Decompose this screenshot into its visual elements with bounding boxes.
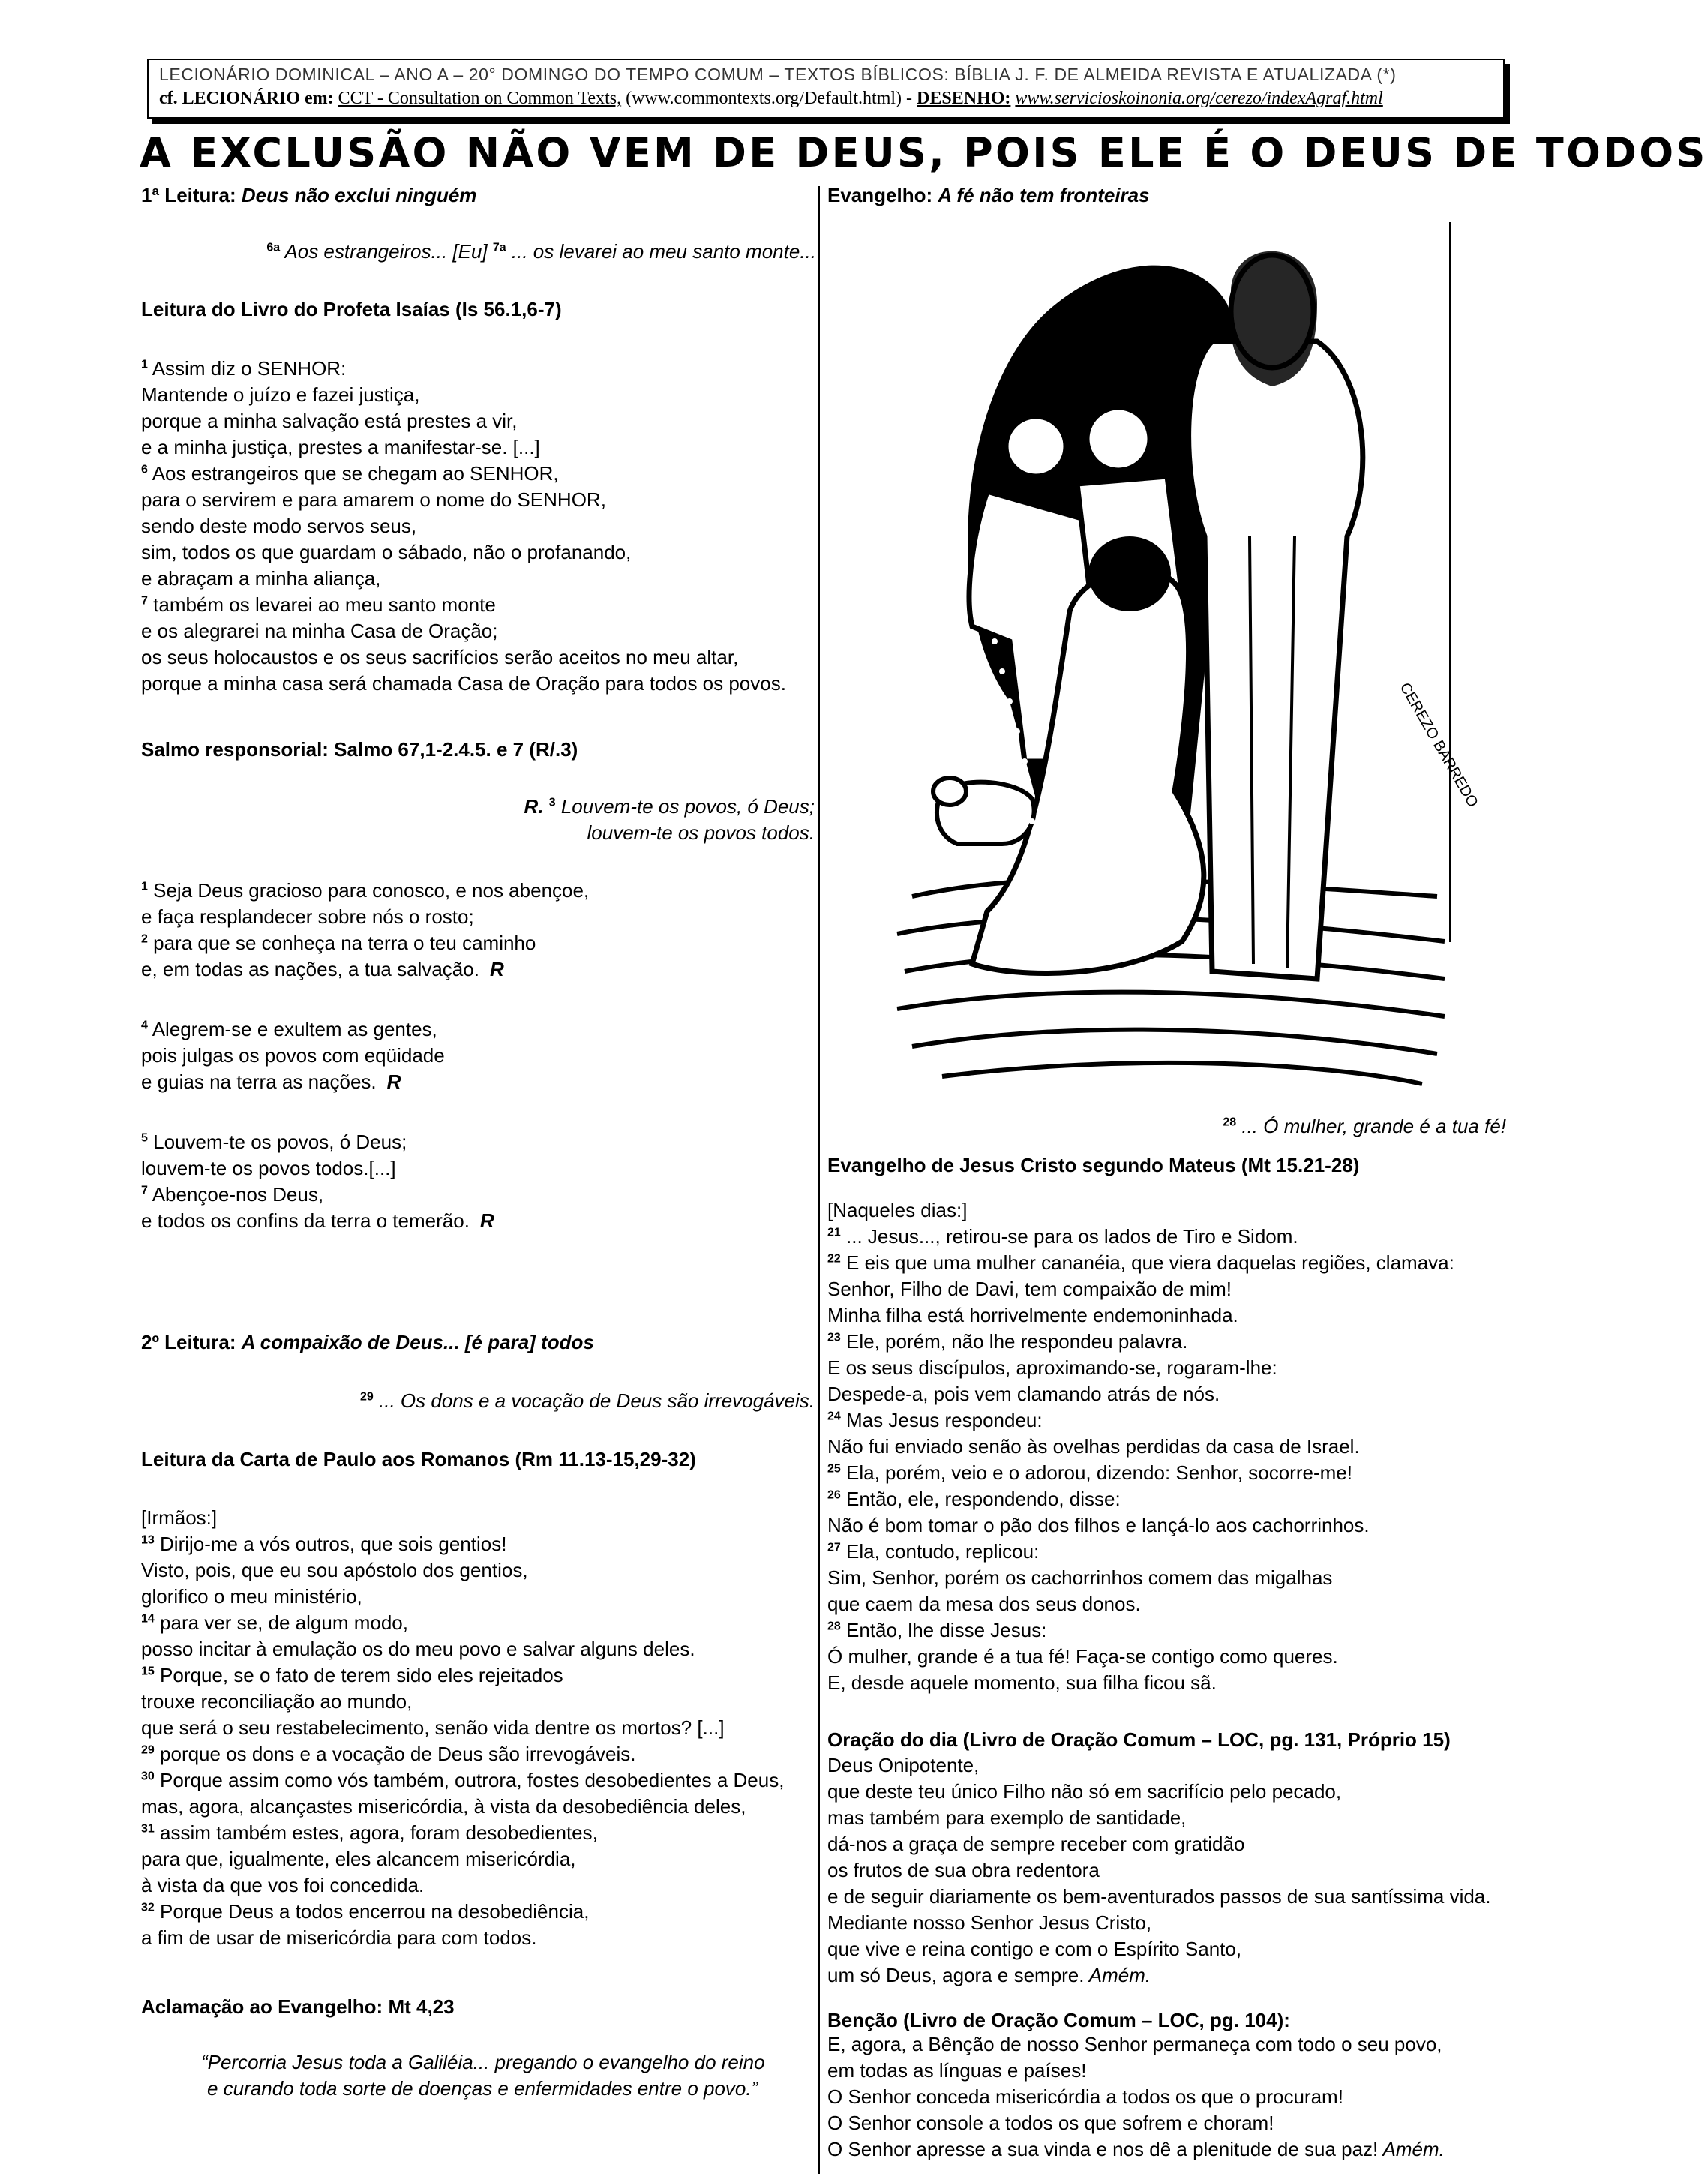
- gospel-source: Evangelho de Jesus Cristo segundo Mateus (Mt 15.21-28): [827, 1154, 1360, 1176]
- text-line: [141, 1794, 784, 1820]
- verse-text: também os levarei ao meu santo monte: [147, 593, 496, 616]
- verse-text: e, em todas as nações, a tua salvação.: [141, 958, 479, 980]
- response-marker: R: [489, 958, 504, 980]
- psalm-response-r: R.: [524, 795, 544, 818]
- verse-text: Louvem-te os povos, ó Deus;: [147, 1131, 407, 1153]
- line-text: O Senhor console a todos os que sofrem e choram!: [827, 2112, 1274, 2134]
- text-line: [827, 1857, 1490, 1884]
- verse-text: para que se conheça na terra o teu caminho: [147, 932, 536, 954]
- text-line: [141, 382, 786, 408]
- verse-number: 28: [827, 1620, 841, 1633]
- verse-text: Mas Jesus respondeu:: [840, 1409, 1043, 1431]
- verse-text: pois julgas os povos com eqüidade: [141, 1044, 445, 1067]
- header-line1: LECIONÁRIO DOMINICAL – ANO A – 20° DOMINGO DO TEMPO COMUM – TEXTOS BÍBLICOS: BÍBLIA J. F. DE ALMEIDA REVISTA E ATUALIZADA (*): [159, 65, 1397, 84]
- verse-text: e os alegrarei na minha Casa de Oração;: [141, 620, 498, 642]
- text-line: [141, 1155, 494, 1182]
- verse-number: 1: [141, 880, 148, 893]
- dog-figure: [933, 778, 1034, 844]
- verse-number: 23: [827, 1331, 841, 1344]
- verse-text: que caem da mesa dos seus donos.: [827, 1593, 1141, 1615]
- acclamation-title: Aclamação ao Evangelho: Mt 4,23: [141, 1995, 455, 2018]
- verse-text: sim, todos os que guardam o sábado, não o profanando,: [141, 541, 632, 563]
- line-text: Deus Onipotente,: [827, 1754, 980, 1776]
- verse-number: 30: [141, 1770, 155, 1783]
- text-line: [827, 1565, 1454, 1591]
- text-line: [141, 1129, 494, 1155]
- amen-text: Amém.: [1084, 1964, 1151, 1986]
- text-line: [827, 1486, 1454, 1512]
- header-box: [147, 59, 1505, 119]
- reading2-theme: A compaixão de Deus... [é para] todos: [241, 1331, 594, 1353]
- psalm-response: [524, 794, 815, 846]
- verse-text: Porque Deus a todos encerrou na desobediência,: [154, 1900, 590, 1923]
- text-line: [141, 1872, 784, 1899]
- line-text: O Senhor apresse a sua vinda e nos dê a plenitude de sua paz!: [827, 2138, 1379, 2160]
- line-text: Mediante nosso Senhor Jesus Cristo,: [827, 1911, 1152, 1934]
- verse-number: 7a: [492, 241, 506, 254]
- verse-text: a fim de usar de misericórdia para com todos.: [141, 1926, 537, 1949]
- text-line: [141, 1016, 445, 1043]
- acclamation-line2: e curando toda sorte de doenças e enfermidades entre o povo.”: [207, 2077, 758, 2100]
- text-line: [827, 1512, 1454, 1539]
- text-line: [141, 1531, 784, 1557]
- verse-text: E, desde aquele momento, sua filha ficou sã.: [827, 1671, 1217, 1694]
- text-line: [827, 1805, 1490, 1831]
- gospel-label: Evangelho:: [827, 184, 933, 206]
- gospel-quote: [1223, 1113, 1506, 1140]
- verse-number: 24: [827, 1410, 841, 1423]
- verse-text: Despede-a, pois vem clamando atrás de nós.: [827, 1383, 1220, 1405]
- illustration-signature: CEREZO BARREDO: [1396, 680, 1481, 811]
- text-line: [827, 2031, 1445, 2058]
- verse-text: Ela, porém, veio e o adorou, dizendo: Senhor, socorre-me!: [840, 1461, 1352, 1484]
- reading2-quote-text: ... Os dons e a vocação de Deus são irrevogáveis.: [373, 1389, 815, 1412]
- reading1-source: Leitura do Livro do Profeta Isaías (Is 56.1,6-7): [141, 298, 562, 320]
- text-line: [141, 618, 786, 644]
- line-text: que vive e reina contigo e com o Espírito Santo,: [827, 1938, 1242, 1960]
- verse-text: e todos os confins da terra o temerão.: [141, 1209, 470, 1232]
- verse-number: 21: [827, 1226, 841, 1239]
- text-line: [827, 2084, 1445, 2110]
- verse-number: 4: [141, 1019, 148, 1032]
- verse-text: mas, agora, alcançastes misericórdia, à vista da desobediência deles,: [141, 1795, 746, 1818]
- prayer-text: [827, 1752, 1490, 1989]
- reading2-label: 2º Leitura:: [141, 1331, 236, 1353]
- text-line: [141, 566, 786, 592]
- verse-number: 6a: [266, 241, 281, 254]
- verse-number: 32: [141, 1901, 155, 1914]
- verse-text: Não fui enviado senão às ovelhas perdidas da casa de Israel.: [827, 1435, 1360, 1458]
- text-line: [141, 644, 786, 671]
- prayer-title: Oração do dia (Livro de Oração Comum – LOC, pg. 131, Próprio 15): [827, 1728, 1451, 1751]
- verse-number: 1: [141, 358, 148, 371]
- text-line: [141, 1182, 494, 1208]
- text-line: [141, 513, 786, 539]
- verse-text: porque a minha salvação está prestes a vir,: [141, 410, 518, 432]
- verse-text: Mantende o juízo e fazei justiça,: [141, 383, 420, 406]
- text-line: [827, 1381, 1454, 1407]
- verse-text: ... Jesus..., retirou-se para os lados de Tiro e Sidom.: [840, 1225, 1298, 1248]
- text-line: [827, 1617, 1454, 1644]
- gospel-quote-text: ... Ó mulher, grande é a tua fé!: [1236, 1115, 1506, 1137]
- psalm-title: Salmo responsorial: Salmo 67,1-2.4.5. e 7 (R/.3): [141, 738, 578, 761]
- verse-text: Porque assim como vós também, outrora, fostes desobedientes a Deus,: [154, 1769, 785, 1791]
- verse-text: Minha filha está horrivelmente endemoninhada.: [827, 1304, 1238, 1326]
- reading1-heading: [141, 182, 476, 209]
- verse-number: 15: [141, 1665, 155, 1678]
- verse-text: Ela, contudo, replicou:: [840, 1540, 1040, 1563]
- text-line: [827, 1752, 1490, 1779]
- text-line: [827, 2058, 1445, 2084]
- text-line: [141, 1505, 784, 1531]
- verse-text: trouxe reconciliação ao mundo,: [141, 1690, 413, 1713]
- verse-text: Alegrem-se e exultem as gentes,: [147, 1018, 437, 1040]
- psalm-stanza-3: [141, 1129, 494, 1234]
- psalm-stanza-1: [141, 878, 589, 983]
- gospel-text: [827, 1197, 1454, 1696]
- verse-text: Porque, se o fato de terem sido eles rejeitados: [154, 1664, 563, 1686]
- text-line: [141, 1767, 784, 1794]
- text-line: [141, 956, 589, 983]
- reading2-source: Leitura da Carta de Paulo aos Romanos (Rm 11.13-15,29-32): [141, 1448, 696, 1470]
- verse-number: 31: [141, 1822, 155, 1836]
- line-text: dá-nos a graça de sempre receber com gratidão: [827, 1833, 1245, 1855]
- verse-number: 7: [141, 594, 148, 608]
- verse-number: 3: [548, 796, 556, 809]
- reading1-label: 1ª Leitura:: [141, 184, 236, 206]
- text-line: [141, 1208, 494, 1234]
- psalm-response-line1: Louvem-te os povos, ó Deus;: [555, 795, 815, 818]
- reading1-quote: [266, 239, 816, 265]
- text-line: [827, 1407, 1454, 1434]
- line-text: O Senhor conceda misericórdia a todos os que o procuram!: [827, 2085, 1343, 2108]
- verse-text: Visto, pois, que eu sou apóstolo dos gentios,: [141, 1559, 528, 1581]
- response-marker: R: [386, 1070, 401, 1093]
- verse-number: 6: [141, 463, 148, 476]
- verse-number: 22: [827, 1252, 841, 1266]
- text-line: [141, 1584, 784, 1610]
- text-line: [141, 1846, 784, 1872]
- text-line: [141, 461, 786, 487]
- verse-number: 14: [141, 1612, 155, 1626]
- desenho-label: DESENHO:: [917, 89, 1011, 108]
- text-line: [827, 1276, 1454, 1302]
- text-line: [827, 2110, 1445, 2136]
- verse-text: Ele, porém, não lhe respondeu palavra.: [840, 1330, 1188, 1353]
- reading1-theme: Deus não exclui ninguém: [241, 184, 477, 206]
- verse-text: os seus holocaustos e os seus sacrifícios serão aceitos no meu altar,: [141, 646, 739, 668]
- header-line2: [159, 89, 1497, 109]
- psalm-stanza-2: [141, 1016, 445, 1095]
- blessing-text: [827, 2031, 1445, 2163]
- verse-text: Então, ele, respondendo, disse:: [840, 1488, 1121, 1510]
- verse-text: Assim diz o SENHOR:: [147, 357, 347, 380]
- text-line: [141, 671, 786, 697]
- desenho-link[interactable]: www.servicioskoinonia.org/cerezo/indexAgraf.html: [1015, 89, 1383, 108]
- verse-text: assim também estes, agora, foram desobedientes,: [154, 1821, 598, 1844]
- text-line: [827, 1224, 1454, 1250]
- verse-text: porque os dons e a vocação de Deus são irrevogáveis.: [154, 1743, 636, 1765]
- jesus-figure: [1189, 251, 1363, 979]
- amen-text: Amém.: [1378, 2138, 1445, 2160]
- verse-text: porque a minha casa será chamada Casa de Oração para todos os povos.: [141, 672, 786, 695]
- page-title: A EXCLUSÃO NÃO VEM DE DEUS, POIS ELE É O DEUS DE TODOS: [140, 129, 1708, 176]
- verse-text: para ver se, de algum modo,: [154, 1611, 408, 1634]
- header-lecionario-label: cf. LECIONÁRIO em:: [159, 89, 334, 108]
- verse-text: à vista da que vos foi concedida.: [141, 1874, 425, 1896]
- text-line: [141, 930, 589, 956]
- gospel-illustration: [897, 221, 1481, 1092]
- text-line: [141, 408, 786, 434]
- text-line: [141, 1925, 784, 1951]
- verse-number: 29: [360, 1390, 374, 1404]
- text-line: [141, 539, 786, 566]
- column-divider: [818, 186, 820, 2174]
- verse-number: 7: [141, 1184, 148, 1197]
- reading2-quote: [360, 1388, 815, 1414]
- line-text: em todas as línguas e países!: [827, 2059, 1087, 2082]
- verse-text: Ó mulher, grande é a tua fé! Faça-se contigo como queres.: [827, 1645, 1338, 1668]
- text-line: [827, 1329, 1454, 1355]
- line-text: E, agora, a Bênção de nosso Senhor permaneça com todo o seu povo,: [827, 2033, 1442, 2055]
- verse-number: 25: [827, 1462, 841, 1476]
- verse-text: Não é bom tomar o pão dos filhos e lançá-lo aos cachorrinhos.: [827, 1514, 1370, 1536]
- text-line: [827, 1831, 1490, 1857]
- text-line: [827, 2136, 1445, 2163]
- text-line: [827, 1644, 1454, 1670]
- text-line: [827, 1355, 1454, 1381]
- verse-text: E os seus discípulos, aproximando-se, rogaram-lhe:: [827, 1356, 1277, 1379]
- text-line: [141, 1899, 784, 1925]
- text-line: [141, 904, 589, 930]
- text-line: [827, 1884, 1490, 1910]
- verse-text: glorifico o meu ministério,: [141, 1585, 362, 1608]
- reading1-text: [141, 356, 786, 697]
- reading2-text: [141, 1505, 784, 1951]
- psalm-response-line2: louvem-te os povos todos.: [587, 821, 815, 844]
- text-line: [827, 1460, 1454, 1486]
- gospel-heading: [827, 182, 1150, 209]
- text-line: [141, 1689, 784, 1715]
- verse-text: sendo deste modo servos seus,: [141, 515, 417, 537]
- text-line: [141, 1069, 445, 1095]
- verse-number: 5: [141, 1131, 148, 1145]
- text-line: [141, 1741, 784, 1767]
- verse-text: e abraçam a minha aliança,: [141, 567, 381, 590]
- verse-text: e faça resplandecer sobre nós o rosto;: [141, 905, 474, 928]
- verse-number: 13: [141, 1533, 155, 1547]
- verse-text: e a minha justiça, prestes a manifestar-se. [...]: [141, 436, 540, 458]
- text-line: [827, 1250, 1454, 1276]
- verse-text: Aos estrangeiros que se chegam ao SENHOR,: [147, 462, 559, 485]
- text-line: [827, 1779, 1490, 1805]
- cct-link[interactable]: CCT - Consultation on Common Texts,: [338, 89, 622, 108]
- verse-text: que será o seu restabelecimento, senão vida dentre os mortos? [...]: [141, 1716, 725, 1739]
- verse-text: [Irmãos:]: [141, 1506, 218, 1529]
- text-line: [141, 1043, 445, 1069]
- acclamation-line1: “Percorria Jesus toda a Galiléia... pregando o evangelho do reino: [201, 2051, 765, 2073]
- text-line: [141, 1557, 784, 1584]
- text-line: [141, 878, 589, 904]
- line-text: mas também para exemplo de santidade,: [827, 1806, 1187, 1829]
- response-marker: R: [479, 1209, 494, 1232]
- text-line: [141, 487, 786, 513]
- text-line: [141, 592, 786, 618]
- verse-text: Senhor, Filho de Davi, tem compaixão de mim!: [827, 1278, 1232, 1300]
- verse-text: Seja Deus gracioso para conosco, e nos abençoe,: [147, 879, 590, 902]
- verse-text: e guias na terra as nações.: [141, 1070, 377, 1093]
- text-line: [141, 1636, 784, 1662]
- verse-number: 26: [827, 1488, 841, 1502]
- text-line: [141, 1820, 784, 1846]
- text-line: [827, 1539, 1454, 1565]
- text-line: [827, 1936, 1490, 1962]
- gospel-theme: A fé não tem fronteiras: [938, 184, 1150, 206]
- verse-text: Sim, Senhor, porém os cachorrinhos comem das migalhas: [827, 1566, 1333, 1589]
- verse-text: Dirijo-me a vós outros, que sois gentios!: [154, 1533, 507, 1555]
- reading1-quote-text1: Aos estrangeiros... [Eu]: [280, 240, 493, 263]
- text-line: [827, 1302, 1454, 1329]
- reading1-quote-text2: ... os levarei ao meu santo monte...: [506, 240, 816, 263]
- text-line: [141, 434, 786, 461]
- commontexts-url[interactable]: (www.commontexts.org/Default.html) -: [626, 89, 913, 108]
- line-text: que deste teu único Filho não só em sacrifício pelo pecado,: [827, 1780, 1342, 1803]
- verse-text: posso incitar à emulação os do meu povo e salvar alguns deles.: [141, 1638, 695, 1660]
- verse-number: 29: [141, 1743, 155, 1757]
- text-line: [827, 1910, 1490, 1936]
- verse-number: 27: [827, 1541, 841, 1554]
- verse-text: para que, igualmente, eles alcancem misericórdia,: [141, 1848, 576, 1870]
- line-text: os frutos de sua obra redentora: [827, 1859, 1100, 1881]
- text-line: [827, 1962, 1490, 1989]
- text-line: [827, 1591, 1454, 1617]
- reading2-heading: [141, 1329, 594, 1356]
- verse-text: para o servirem e para amarem o nome do SENHOR,: [141, 488, 606, 511]
- verse-number: 2: [141, 932, 148, 946]
- verse-number: 28: [1223, 1116, 1237, 1129]
- text-line: [141, 1610, 784, 1636]
- verse-text: Abençoe-nos Deus,: [147, 1183, 324, 1206]
- verse-text: louvem-te os povos todos.[...]: [141, 1157, 396, 1179]
- text-line: [141, 1662, 784, 1689]
- verse-text: [Naqueles dias:]: [827, 1199, 968, 1221]
- blessing-title: Benção (Livro de Oração Comum – LOC, pg. 104):: [827, 2009, 1290, 2031]
- line-text: e de seguir diariamente os bem-aventurados passos de sua santíssima vida.: [827, 1885, 1491, 1908]
- line-text: um só Deus, agora e sempre.: [827, 1964, 1085, 1986]
- text-line: [827, 1670, 1454, 1696]
- text-line: [141, 356, 786, 382]
- text-line: [141, 1715, 784, 1741]
- verse-text: E eis que uma mulher cananéia, que viera daquelas regiões, clamava:: [840, 1251, 1454, 1274]
- text-line: [827, 1197, 1454, 1224]
- text-line: [827, 1434, 1454, 1460]
- verse-text: Então, lhe disse Jesus:: [840, 1619, 1047, 1641]
